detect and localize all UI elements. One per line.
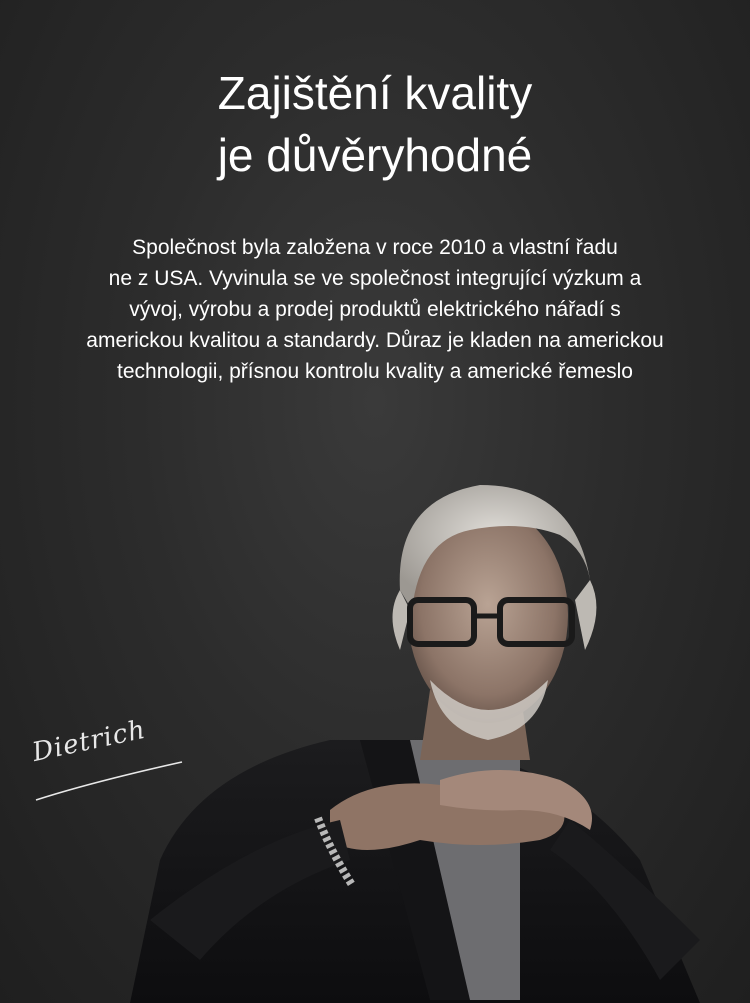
description-line-1: Společnost byla založena v roce 2010 a vlastní řadu [132, 236, 618, 259]
headline [0, 62, 750, 186]
description-line-5: technologii, přísnou kontrolu kvality a americké řemeslo [117, 360, 633, 383]
headline-line-1: Zajištění kvality [217, 67, 533, 119]
description-line-2: ne z USA. Vyvinula se ve společnost integrující výzkum a [108, 267, 642, 290]
signature: Dietrich [29, 714, 149, 768]
description-line-3: vývoj, výrobu a prodej produktů elektrického nářadí s [129, 298, 621, 321]
description-line-4: americkou kvalitou a standardy. Důraz je kladen na americkou [86, 329, 664, 352]
headline-line-2: je důvěryhodné [217, 129, 533, 181]
signature-underline-icon [32, 722, 192, 812]
description-paragraph [10, 232, 740, 387]
